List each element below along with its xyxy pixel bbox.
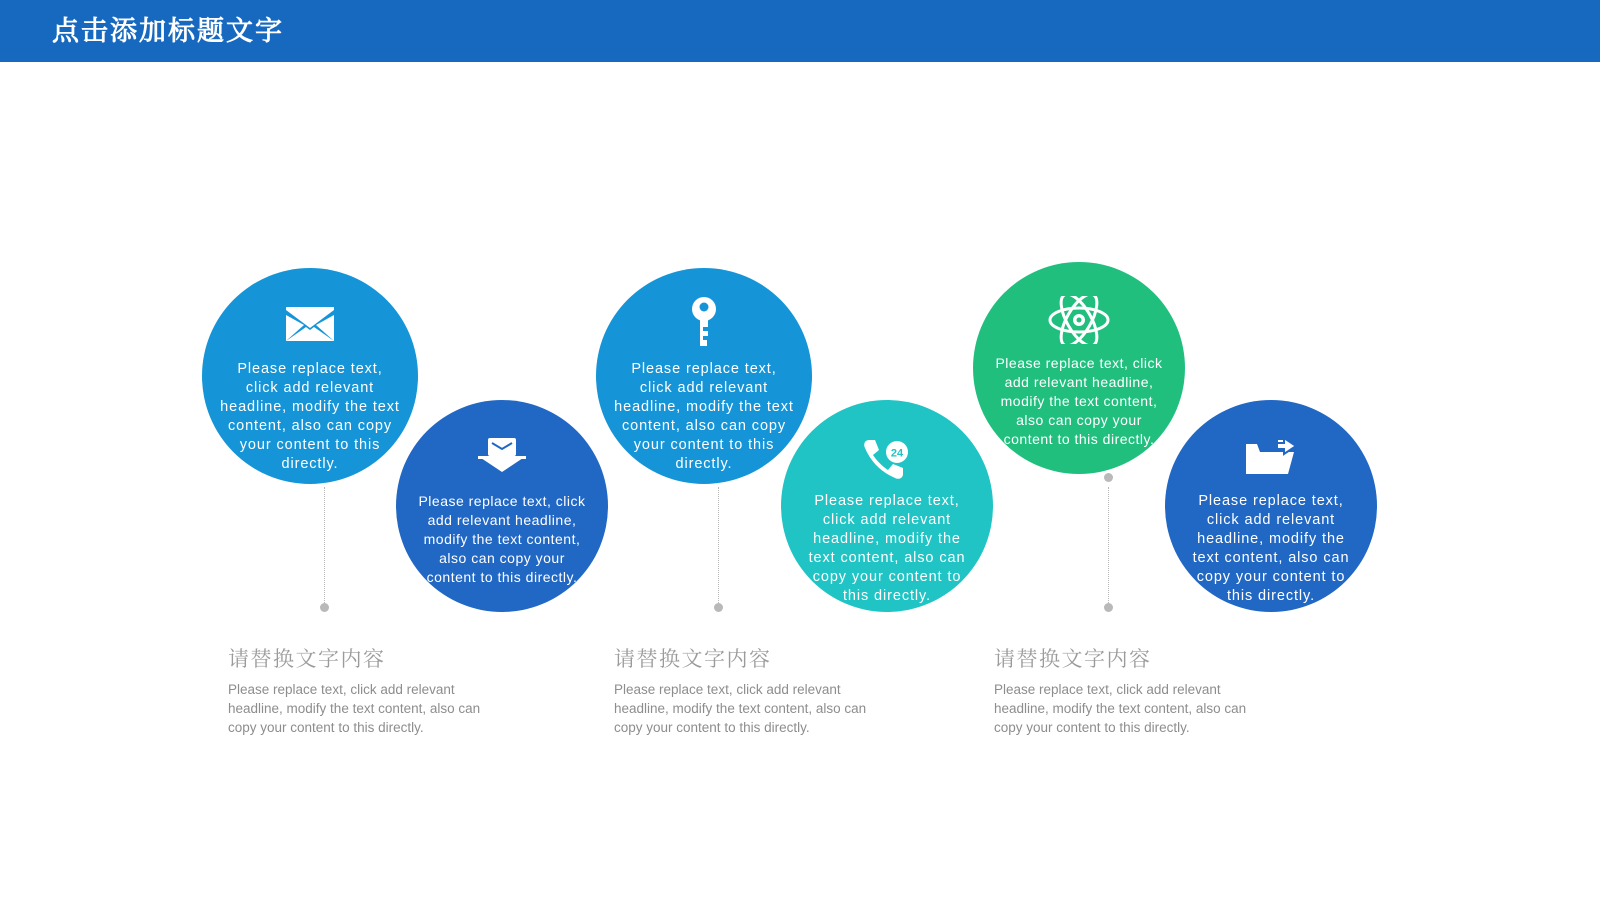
envelope-mail-icon: [396, 436, 608, 476]
node-description: Please replace text, click add relevant headline, modify the text content, also can copy your content to this directly.: [808, 493, 966, 604]
connector-dot-top-3: [1104, 473, 1113, 482]
page-title: 点击添加标题文字: [52, 16, 284, 46]
connector-dot-bottom-2: [714, 603, 723, 612]
circle-node-2[interactable]: [396, 400, 608, 612]
caption-body: Please replace text, click add relevant headline, modify the text content, also can copy your content to this directly.: [614, 682, 867, 735]
connector-dot-bottom-1: [320, 603, 329, 612]
connector-line-2: [718, 487, 720, 609]
connector-line-3: [1108, 487, 1110, 609]
node-description: Please replace text, click add relevant headline, modify the text content, also can copy your content to this directly.: [418, 493, 586, 585]
caption-block-1: [228, 643, 490, 737]
key-icon: [596, 296, 812, 350]
folder-share-icon: [1165, 438, 1377, 480]
phone-24h-support-icon: [781, 438, 993, 482]
node-description: Please replace text, click add relevant headline, modify the text content, also can copy your content to this directly.: [614, 361, 794, 472]
circle-node-6[interactable]: [1165, 400, 1377, 612]
circle-node-1[interactable]: [202, 268, 418, 484]
caption-block-3: [994, 643, 1256, 737]
node-description: Please replace text, click add relevant headline, modify the text content, also can copy your content to this directly.: [1192, 493, 1350, 604]
caption-title: 请替换文字内容: [614, 648, 772, 671]
connector-dot-bottom-3: [1104, 603, 1113, 612]
svg-text:24: 24: [890, 447, 904, 460]
circle-node-5[interactable]: [973, 262, 1185, 474]
caption-title: 请替换文字内容: [994, 648, 1152, 671]
caption-body: Please replace text, click add relevant headline, modify the text content, also can copy your content to this directly.: [228, 682, 481, 735]
caption-title: 请替换文字内容: [228, 648, 386, 671]
circle-node-4[interactable]: [781, 400, 993, 612]
node-description: Please replace text, click add relevant headline, modify the text content, also can copy your content to this directly.: [995, 355, 1163, 447]
caption-block-2: [614, 643, 876, 737]
atom-icon: [973, 296, 1185, 344]
connector-line-1: [324, 487, 326, 609]
envelope-open-icon: [202, 304, 418, 344]
caption-body: Please replace text, click add relevant headline, modify the text content, also can copy your content to this directly.: [994, 682, 1247, 735]
node-description: Please replace text, click add relevant headline, modify the text content, also can copy your content to this directly.: [220, 361, 400, 472]
circle-node-3[interactable]: [596, 268, 812, 484]
